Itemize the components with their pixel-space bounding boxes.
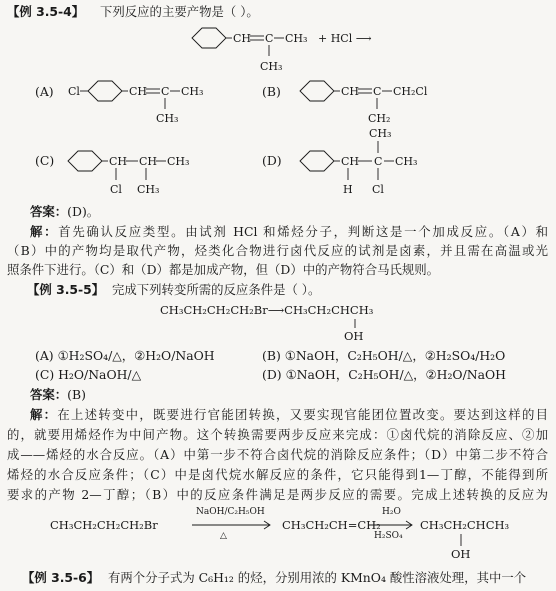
condition-2-top: H₂O [382, 507, 401, 517]
answer-label: 答案： [30, 387, 68, 402]
ch3-text: CH₃ [260, 60, 283, 73]
solution-label: 解： [30, 407, 58, 422]
cl-text: Cl [68, 85, 80, 98]
answer-label: 答案： [30, 204, 68, 219]
solution-line: 解：首先确认反应类型。由试剂 HCl 和烯烃分子，判断这是一个加成反应。（A）和 [30, 224, 549, 239]
solution-line: （B）中的产物均是取代产物，烃类化合物进行卤代反应的试剂是卤素，并且需在高温或光 [7, 243, 548, 258]
option-a: (A) ①H₂SO₄/△，②H₂O/NaOH [35, 348, 215, 363]
question-text: 下列反应的主要产物是（ ）。 [100, 4, 259, 19]
ch-text: CH [341, 155, 360, 168]
reagent-text: + HCl ⟶ [318, 32, 372, 45]
c-text: C [374, 155, 383, 168]
option-b-label: (B) [262, 84, 281, 99]
condition-1-bottom: △ [220, 531, 227, 541]
ch-text: CH [233, 32, 252, 45]
option-c: (C) H₂O/NaOH/△ [35, 367, 142, 382]
reaction-equation: CH₃CH₂CH₂CH₂Br⟶CH₃CH₂CHCH₃ [160, 303, 374, 317]
option-a-label: (A) [35, 84, 54, 99]
solution-line: 解：在上述转变中，既要进行官能团转换，又要实现官能团位置改变。要达到这样的目 [30, 407, 549, 422]
condition-2-bottom: H₂SO₄ [374, 531, 403, 541]
option-b: (B) ①NaOH，C₂H₅OH/△，②H₂SO₄/H₂O [262, 348, 506, 363]
h-text: H [343, 183, 353, 196]
solution-line: 的，就要用烯烃作为中间产物。这个转换需要两步反应来完成：①卤代烷的消除反应、②加 [7, 427, 548, 442]
ch3-text: CH₃ [137, 183, 160, 196]
cl-text: Cl [372, 183, 384, 196]
example-label: 【例 3.5-4】 [7, 4, 85, 19]
solution-line: 照条件下进行。（C）和（D）都是加成产物，但（D）中的产物符合马氏规则。 [7, 262, 440, 277]
c-text: C [161, 85, 170, 98]
ch-text: CH [341, 85, 360, 98]
ch3-text: CH₃ [156, 112, 179, 125]
example-label: 【例 3.5-6】 [22, 570, 100, 585]
ch-text: CH [139, 155, 158, 168]
cl-text: Cl [110, 183, 122, 196]
solution-label: 解： [30, 224, 59, 239]
condition-1-top: NaOH/C₂H₅OH [196, 507, 265, 517]
ch3-text: CH₃ [369, 127, 392, 140]
question-text: 完成下列转变所需的反应条件是（ ）。 [112, 282, 321, 297]
c-text: C [373, 85, 382, 98]
reaction-start: CH₃CH₂CH₂CH₂Br [50, 518, 158, 532]
answer-value: (B) [67, 387, 86, 402]
ch2cl-text: CH₂Cl [393, 85, 428, 98]
ch3-text: CH₃ [167, 155, 190, 168]
reaction-middle: CH₃CH₂CH=CH₂ [282, 518, 381, 532]
oh-label: OH [344, 329, 364, 343]
c-text: C [265, 32, 274, 45]
option-d: (D) ①NaOH，C₂H₅OH/△，②H₂O/NaOH [262, 367, 506, 382]
example-label: 【例 3.5-5】 [27, 282, 105, 297]
answer-value: (D)。 [67, 204, 100, 219]
option-d-label: (D) [262, 153, 282, 168]
ch-text: CH [129, 85, 148, 98]
solution-line: 成——烯烃的水合反应。（A）中第一步不符合卤代烷的消除反应条件；（D）中第二步不符合 [7, 447, 548, 462]
ch3-text: CH₃ [285, 32, 308, 45]
ch2-text: CH₂ [368, 112, 391, 125]
question-text: 有两个分子式为 C₆H₁₂ 的烃，分别用浓的 KMnO₄ 酸性溶液处理，其中一个 [108, 570, 527, 585]
option-c-label: (C) [35, 153, 55, 168]
ch-text: CH [109, 155, 128, 168]
solution-line: 要求的产物 2—丁醇；（B）中的反应条件满足是两步反应的需要。完成上述转换的反应为 [7, 487, 548, 502]
solution-line: 烯烃的水合反应条件；（C）中是卤代烷水解反应的条件，它只能得到1—丁醇，不能得到所 [7, 467, 548, 482]
ch3-text: CH₃ [181, 85, 204, 98]
reaction-end: CH₃CH₂CHCH₃ [420, 518, 510, 532]
ch3-text: CH₃ [395, 155, 418, 168]
oh-label: OH [451, 547, 471, 561]
